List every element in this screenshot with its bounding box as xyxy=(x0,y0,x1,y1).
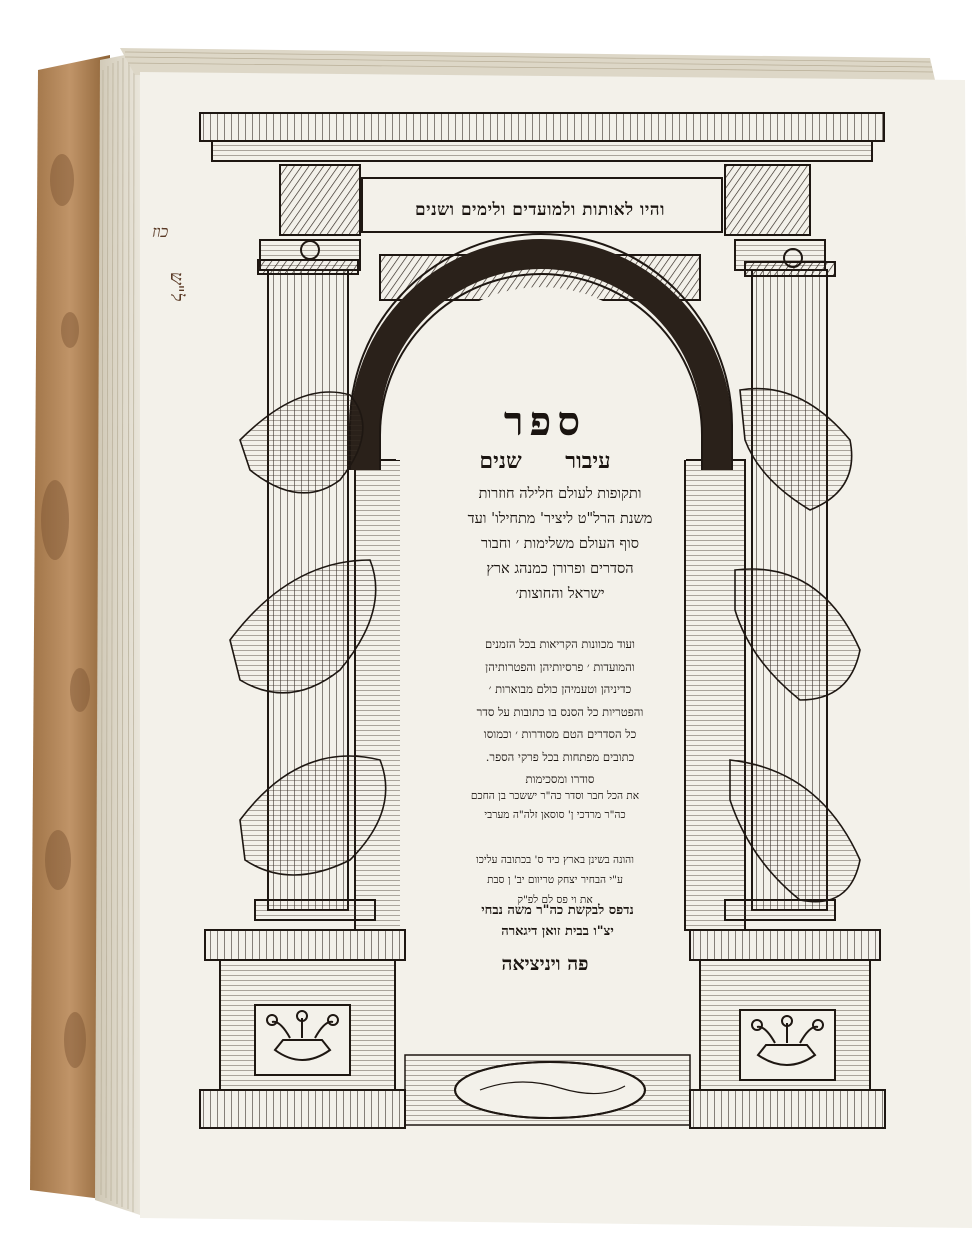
description-line: ישראל והחוצות׳ xyxy=(515,586,605,602)
margin-note: כוז xyxy=(152,222,169,241)
date-line: ע"י הבחיר יצחק טריוום יב' ן סבת xyxy=(487,874,623,886)
date-line: את וי פס לם לפ"ק xyxy=(517,894,593,906)
description-line: הסדרים ופרורן כמנהג ארץ xyxy=(486,561,634,577)
place-of-printing: פה ויניציאה xyxy=(501,953,589,975)
author-line: כה"ר מרדכי ן' סוסאן זלה"ה מערבי xyxy=(484,809,626,821)
author-line: את הכל חבר וסדר כה"ר יששכר בן החכם xyxy=(470,790,640,802)
secondary-line: כתובים מפתחות בכל פרקי הספר. xyxy=(485,749,635,764)
printer-line: נדפס לבקשת כה"ר משה נבחי xyxy=(481,903,634,918)
woodcut-frame xyxy=(200,113,885,1128)
printer-line: יצ"ו בבית זואן דיגארה xyxy=(501,924,614,939)
description-line: ותקופות לעולם חלילה חוזרות xyxy=(478,486,642,502)
secondary-line: והפטריות כל הסנס בו כתובות על סדר xyxy=(476,704,644,719)
margin-note: ל"ש xyxy=(166,271,188,302)
description-line: משנת הרל"ט ליציר' מתחילו' ועד xyxy=(467,511,653,527)
secondary-line: כל הסדרים הטם מסודרות ׳ וכמוסו xyxy=(483,727,637,741)
book-title: ספר xyxy=(503,398,587,445)
date-line: והונה בשינן בארץ כיד ס' בכתובה עליכו xyxy=(476,854,634,866)
secondary-line: ועוד מכוונות הקריאות בכל הזמנים xyxy=(485,637,635,651)
secondary-line: והמועדות ׳ פרסיותיהן והפטרותיהן xyxy=(485,659,635,674)
secondary-line: סודרו ומסכימות xyxy=(525,772,595,786)
book-subtitle: עיבור שנים xyxy=(479,448,611,474)
banner-inscription: והיו לאותות ולמועדים ולימים ושנים xyxy=(415,200,665,220)
description-line: סוף העולם משלימות ׳ וחבור xyxy=(480,536,640,552)
secondary-line: כדיניהן וטעמיהן כולם מבוארות ׳ xyxy=(488,682,632,696)
